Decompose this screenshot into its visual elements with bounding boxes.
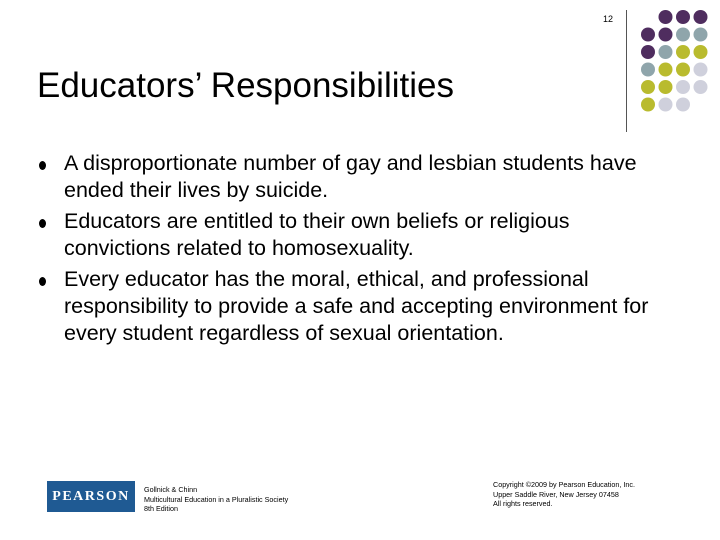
decorative-dot (659, 45, 673, 59)
decorative-dot (641, 80, 655, 94)
bullet-text: Every educator has the moral, ethical, and professional responsibility to provide a safe and accepting environment for every student regardless of sexual orientation. (64, 267, 649, 345)
decorative-dot (659, 28, 673, 42)
copyright-address: Upper Saddle River, New Jersey 07458 (493, 489, 619, 499)
slide-title: Educators’ Responsibilities (37, 66, 454, 105)
decorative-dot (694, 10, 708, 24)
bullet-dot-icon (39, 277, 46, 286)
decorative-dot (676, 80, 690, 94)
decorative-dot (676, 45, 690, 59)
bullet-text: A disproportionate number of gay and lesbian students have ended their lives by suicide. (64, 151, 637, 202)
decorative-dot (694, 45, 708, 59)
book-title: Multicultural Education in a Pluralistic Society (144, 494, 289, 504)
decorative-dot (676, 10, 690, 24)
decorative-dot (641, 98, 655, 112)
decorative-dot (676, 98, 690, 112)
decorative-dot (676, 28, 690, 42)
bullet-item (30, 208, 670, 262)
bullet-text: Educators are entitled to their own beliefs or religious convictions related to homosexuality. (64, 209, 570, 260)
divider-line (626, 10, 627, 132)
bullet-list (30, 150, 670, 351)
decorative-dot (641, 45, 655, 59)
decorative-dot (641, 63, 655, 77)
bullet-dot-icon (39, 161, 46, 170)
copyright-notice (493, 480, 635, 509)
decorative-dot (641, 28, 655, 42)
book-citation (144, 485, 288, 514)
decorative-dot (659, 10, 673, 24)
decorative-dot (659, 98, 673, 112)
copyright-line: Copyright ©2009 by Pearson Education, Inc. (493, 480, 635, 489)
decorative-dot (659, 80, 673, 94)
decorative-dot (694, 28, 708, 42)
logo-text: PEARSON (52, 488, 130, 504)
book-edition: 8th Edition (144, 504, 178, 514)
bullet-dot-icon (39, 219, 46, 228)
decorative-dot (694, 80, 708, 94)
slide-number: 12 (602, 14, 613, 24)
book-authors: Gollnick & Chinn (144, 485, 198, 494)
decorative-dot (659, 63, 673, 77)
decorative-dot (676, 63, 690, 77)
pearson-logo (47, 481, 135, 512)
copyright-rights: All rights reserved. (493, 499, 553, 509)
bullet-item (30, 150, 670, 204)
bullet-item (30, 266, 670, 347)
decorative-dot (694, 63, 708, 77)
